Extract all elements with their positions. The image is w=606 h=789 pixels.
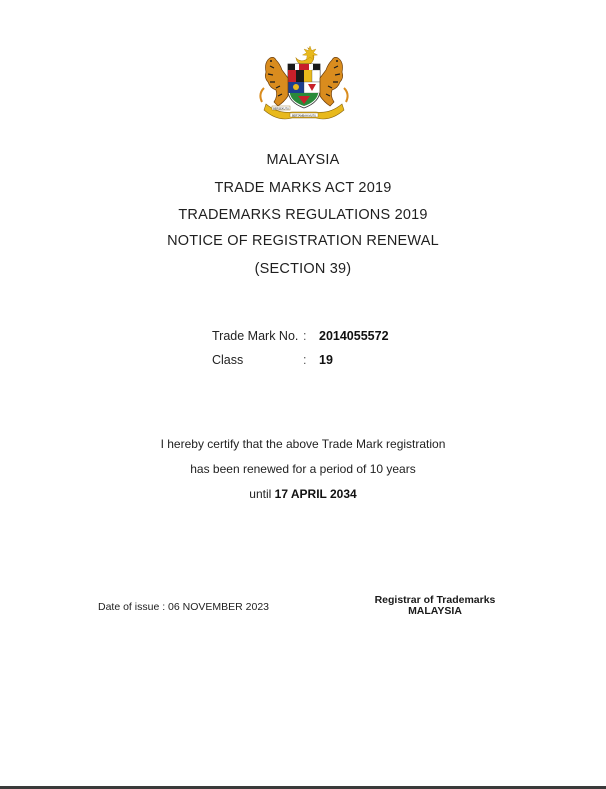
trade-mark-no-value: 2014055572 [319,329,389,343]
certification-line-1: I hereby certify that the above Trade Mark registration [160,437,446,451]
trade-mark-no-label: Trade Mark No. [212,329,299,343]
certification-line-2: has been renewed for a period of 10 years [190,462,416,476]
registrar-title: Registrar of Trademarks [374,594,496,606]
malaysia-coat-of-arms-icon [258,44,350,126]
class-label: Class [212,353,244,367]
crest-motto-left: BERSEKUTU [273,107,289,111]
notice-title: NOTICE OF REGISTRATION RENEWAL [167,233,439,249]
trade-mark-no-separator: : [303,329,307,343]
registrar-country: MALAYSIA [408,605,462,617]
class-separator: : [303,353,307,367]
regulations-title: TRADEMARKS REGULATIONS 2019 [178,207,428,223]
act-title: TRADE MARKS ACT 2019 [214,180,392,196]
certification-line-3 [0,487,606,501]
expiry-date: 17 APRIL 2034 [274,487,357,501]
crest-motto-right: BERTAMBAH MUTU [291,114,317,118]
date-of-issue: Date of issue : 06 NOVEMBER 2023 [98,601,269,613]
until-prefix: until [249,487,272,501]
class-value: 19 [319,353,333,367]
section-title: (SECTION 39) [254,261,352,277]
country-title: MALAYSIA [266,152,340,168]
